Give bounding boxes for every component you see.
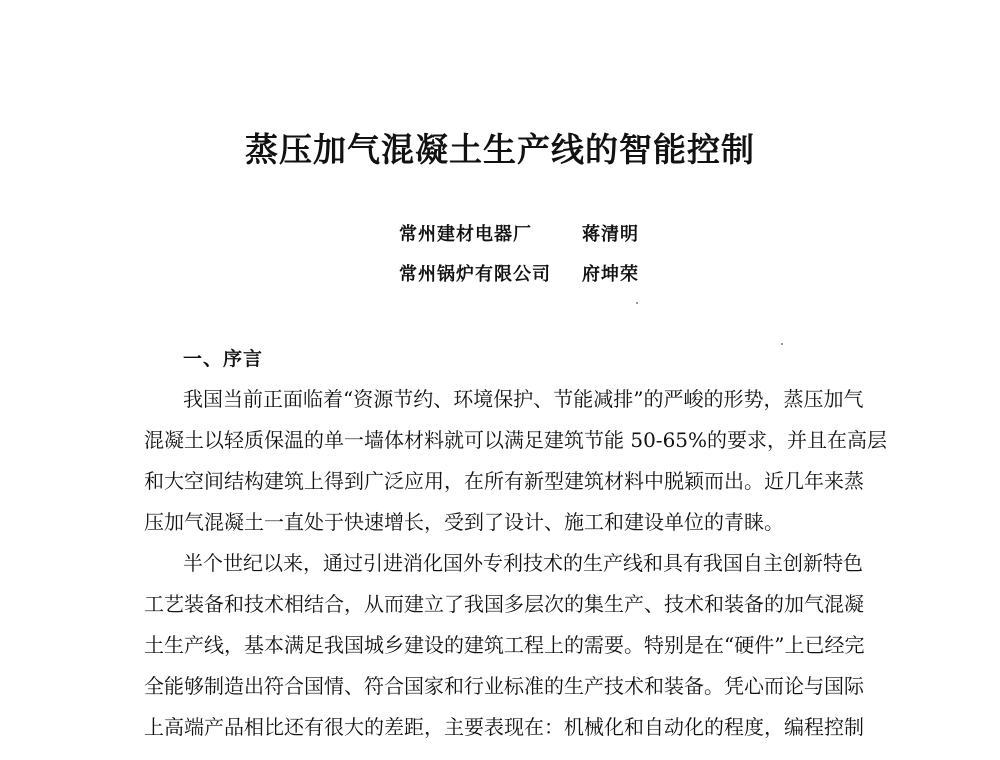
body-text-line: 我国当前正面临着“资源节约、环境保护、节能减排”的严峻的形势，蒸压加气: [183, 387, 864, 411]
body-text-line: 工艺装备和技术相结合，从而建立了我国多层次的集生产、技术和装备的加气混凝: [144, 592, 864, 616]
body-text-line: 上高端产品相比还有很大的差距，主要表现在：机械化和自动化的程度，编程控制: [144, 715, 864, 739]
body-text-line: 半个世纪以来，通过引进消化国外专利技术的生产线和具有我国自主创新特色: [183, 551, 863, 575]
body-text-line: 土生产线，基本满足我国城乡建设的建筑工程上的需要。特别是在“硬件”上已经完: [144, 633, 865, 657]
author-affiliation: 常州锅炉有限公司: [399, 264, 551, 285]
author-name: 府坤荣: [582, 264, 639, 285]
body-text-line: 全能够制造出符合国情、符合国家和行业标准的生产技术和装备。凭心而论与国际: [144, 674, 864, 698]
body-text-line: 和大空间结构建筑上得到广泛应用，在所有新型建筑材料中脱颖而出。近几年来蒸: [144, 469, 864, 493]
scan-speck: [636, 302, 638, 304]
author-name: 蒋清明: [582, 224, 639, 245]
body-text-line: 混凝土以轻质保温的单一墙体材料就可以满足建筑节能 50-65%的要求，并且在高层: [144, 428, 888, 452]
page-title: 蒸压加气混凝土生产线的智能控制: [245, 130, 755, 169]
author-line: [399, 220, 639, 246]
section-heading: 一、序言: [183, 348, 264, 370]
scan-speck: [781, 343, 783, 345]
body-text-line: 压加气混凝土一直处于快速增长，受到了设计、施工和建设单位的青睐。: [144, 510, 784, 534]
author-line: [399, 260, 639, 286]
author-affiliation: 常州建材电器厂: [399, 224, 532, 245]
